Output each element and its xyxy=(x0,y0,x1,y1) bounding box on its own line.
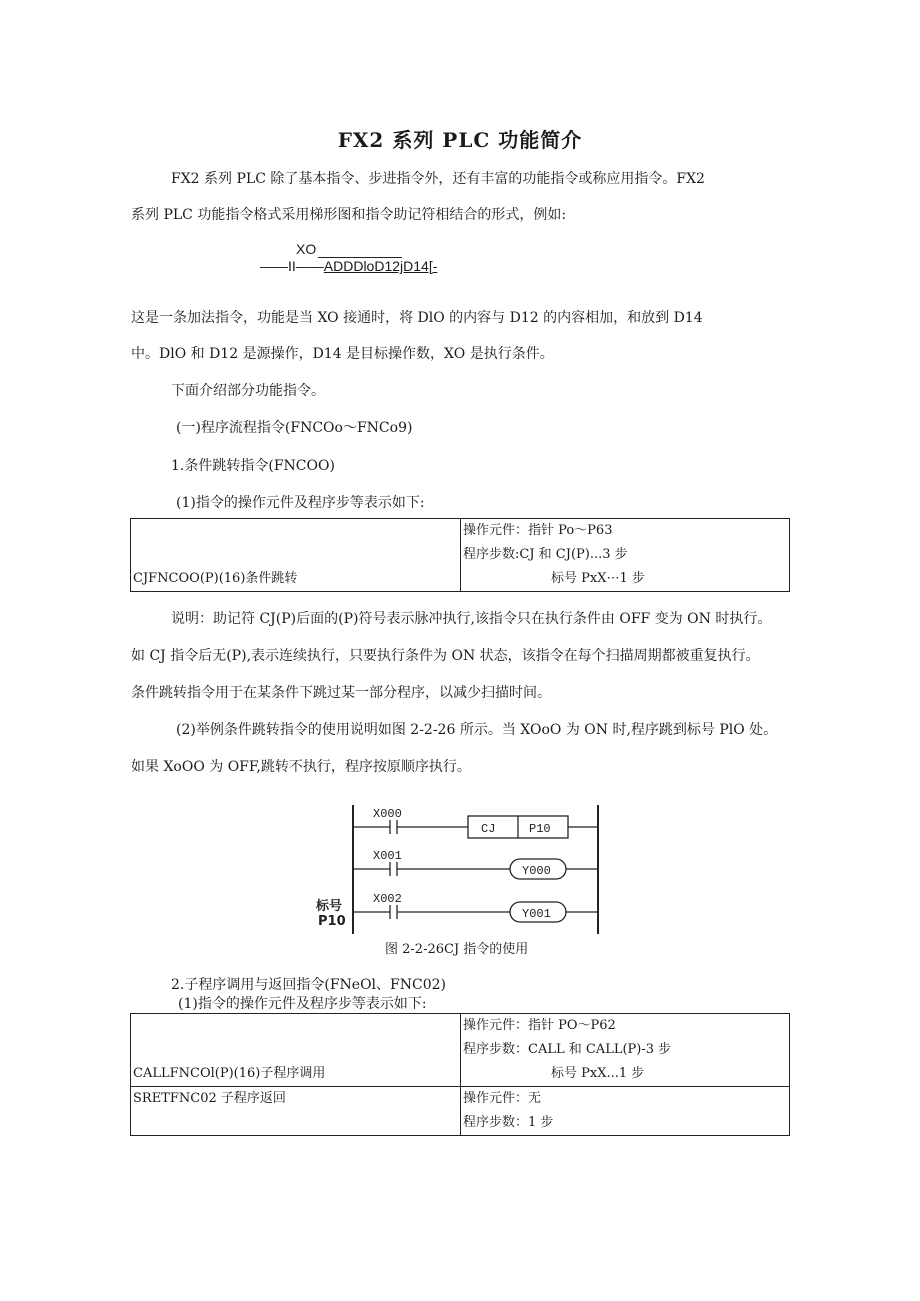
table-call xyxy=(130,1013,790,1136)
example-ladder-line xyxy=(260,258,437,274)
figure-caption: 图 2-2-26CJ 指令的使用 xyxy=(385,942,529,957)
table-cj-label-steps: 标号 PxX⋯1 步 xyxy=(551,571,645,586)
sub1-item1: (1)指令的操作元件及程序步等表示如下: xyxy=(176,495,425,511)
section1-heading: (一)程序流程指令(FNCOo～FNCo9) xyxy=(176,420,413,436)
p10-label-bottom: P10 xyxy=(318,914,346,929)
contact-x001: X001 xyxy=(373,849,402,863)
table-cj xyxy=(130,518,790,592)
table-sret-left xyxy=(131,1087,461,1136)
intro-line-1: FX2 系列 PLC 除了基本指令、步进指令外，还有丰富的功能指令或称应用指令。FX2 xyxy=(171,171,705,187)
table-sret-right xyxy=(461,1087,790,1136)
example-wire: ——II—— xyxy=(260,258,324,274)
para-add-line-2: 中。DlO 和 D12 是源操作，D14 是目标操作数，XO 是执行条件。 xyxy=(131,346,554,362)
example-contact-label xyxy=(296,241,316,257)
table-call-operand: 操作元件：指针 PO～P62 xyxy=(463,1018,616,1033)
coil-y001-label: Y001 xyxy=(522,907,551,921)
coil-y000-label: Y000 xyxy=(522,864,551,878)
sub2-item1: (1)指令的操作元件及程序步等表示如下: xyxy=(178,996,427,1012)
table-call-left xyxy=(131,1014,461,1087)
table-call-right xyxy=(461,1014,790,1087)
ladder-diagram xyxy=(300,800,610,940)
table-sret-steps: 程序步数：1 步 xyxy=(463,1115,554,1130)
table-row xyxy=(131,1014,790,1087)
example2-line-1: (2)举例条件跳转指令的使用说明如图 2-2-26 所示。当 XOoO 为 ON 时,程序跳到标号 PlO 处。 xyxy=(176,722,778,738)
table-call-steps: 程序步数：CALL 和 CALL(P)-3 步 xyxy=(463,1042,672,1057)
table-cj-right xyxy=(461,519,790,592)
p10-label-top: 标号 xyxy=(316,899,343,914)
sub1-heading: 1.条件跳转指令(FNCOO) xyxy=(171,458,335,474)
sub2-heading: 2.子程序调用与返回指令(FNeOl、FNC02) xyxy=(171,977,446,993)
intro2: 下面介绍部分功能指令。 xyxy=(171,383,325,399)
note-line-3: 条件跳转指令用于在某条件下跳过某一部分程序，以减少扫描时间。 xyxy=(131,685,551,701)
table-sret-operand: 操作元件：无 xyxy=(463,1091,542,1106)
contact-x002: X002 xyxy=(373,892,402,906)
contact-x000: X000 xyxy=(373,807,402,821)
table-call-left-text: CALLFNCOl(P)(16)子程序调用 xyxy=(133,1066,326,1081)
table-cj-steps: 程序步数:CJ 和 CJ(P)...3 步 xyxy=(463,547,628,562)
example2-line-2: 如果 XoOO 为 OFF,跳转不执行，程序按原顺序执行。 xyxy=(131,759,471,775)
table-sret-left-text: SRETFNC02 子程序返回 xyxy=(133,1091,286,1106)
table-cj-left-text: CJFNCOO(P)(16)条件跳转 xyxy=(133,571,298,586)
example-instruction: ADDDloD12jD14[- xyxy=(323,258,438,274)
table-cj-left xyxy=(131,519,461,592)
table-row xyxy=(131,519,790,592)
cj-label: CJ xyxy=(481,822,496,836)
cj-operand: P10 xyxy=(529,822,551,836)
table-call-label-steps: 标号 PxX...1 步 xyxy=(551,1066,645,1081)
page-title: FX2 系列 PLC 功能简介 xyxy=(337,128,583,152)
note-line-1: 说明：助记符 CJ(P)后面的(P)符号表示脉冲执行,该指令只在执行条件由 OFF 变为 ON 时执行。 xyxy=(171,611,772,627)
para-add-line-1: 这是一条加法指令，功能是当 XO 接通时，将 DlO 的内容与 D12 的内容相加，和放到 D14 xyxy=(131,310,703,326)
table-row xyxy=(131,1087,790,1136)
intro-line-2: 系列 PLC 功能指令格式采用梯形图和指令助记符相结合的形式，例如: xyxy=(131,207,567,223)
note-line-2: 如 CJ 指令后无(P),表示连续执行，只要执行条件为 ON 状态，该指令在每个扫描周期都被重复执行。 xyxy=(131,648,760,664)
example-contact: XO xyxy=(296,241,317,257)
table-cj-operand: 操作元件：指针 Po～P63 xyxy=(463,523,613,538)
